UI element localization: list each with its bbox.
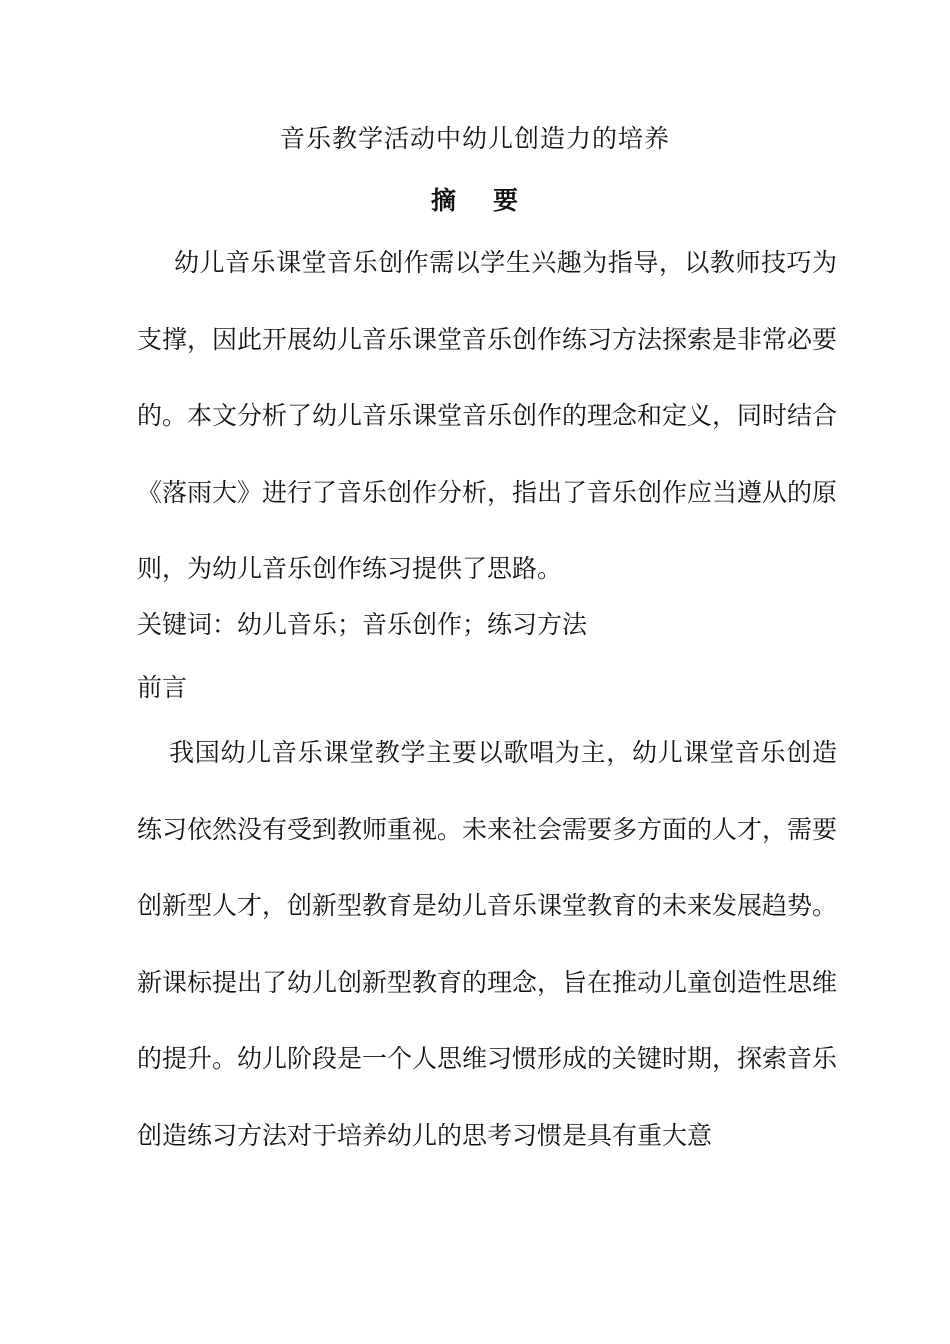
abstract-heading (0, 184, 950, 218)
keywords-line (137, 607, 837, 643)
abstract-body: 幼儿音乐课堂音乐创作需以学生兴趣为指导，以教师技巧为支撑，因此开展幼儿音乐课堂音乐创作练习方法探索是非常必要的。本文分析了幼儿音乐课堂音乐创作的理念和定义，同时结合《落雨大》进行了音乐创作分析，指出了音乐创作应当遵从的原则，为幼儿音乐创作练习提供了思路。 (137, 248, 838, 583)
document-title: 音乐教学活动中幼儿创造力的培养 (279, 124, 670, 153)
keywords-label: 关键词： (137, 610, 238, 639)
preface-heading: 前言 (137, 673, 188, 702)
preface-body: 我国幼儿音乐课堂教学主要以歌唱为主，幼儿课堂音乐创造练习依然没有受到教师重视。未来社会需要多方面的人才，需要创新型人才，创新型教育是幼儿音乐课堂教育的未来发展趋势。新课标提出了幼儿创新型教育的理念，旨在推动儿童创造性思维的提升。幼儿阶段是一个人思维习惯形成的关键时期，探索音乐创造练习方法对于培养幼儿的思考习惯是具有重大意 (137, 738, 838, 1150)
keywords-items: 幼儿音乐；音乐创作；练习方法 (237, 610, 588, 639)
abstract-heading-char-2: 要 (493, 186, 520, 215)
abstract-heading-char-1: 摘 (430, 186, 457, 215)
